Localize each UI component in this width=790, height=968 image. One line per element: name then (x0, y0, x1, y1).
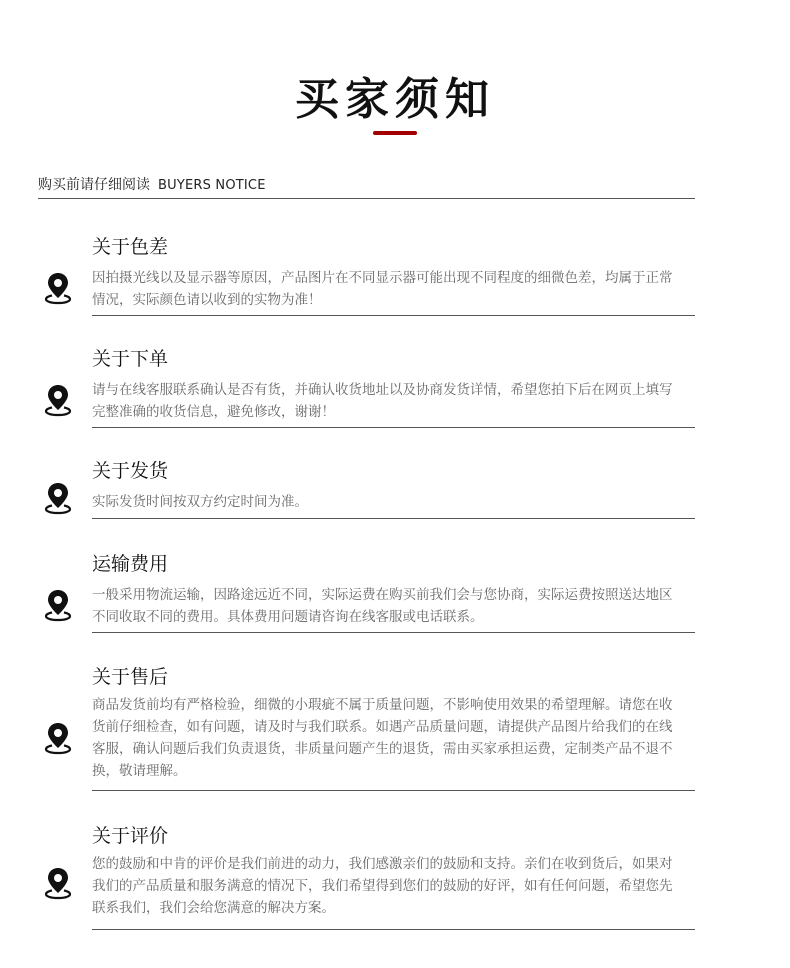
section-divider (92, 427, 695, 428)
page-title: 买家须知 (295, 74, 495, 125)
section-heading: 关于发货 (92, 460, 169, 482)
section-divider (92, 632, 695, 633)
section-heading: 运输费用 (92, 553, 169, 575)
location-pin-icon (44, 383, 72, 417)
section-heading: 关于色差 (92, 236, 169, 258)
subheader-en: BUYERS NOTICE (158, 178, 266, 193)
section-heading: 关于下单 (92, 348, 169, 370)
section-heading: 关于评价 (92, 825, 169, 847)
section-body: 商品发货前均有严格检验，细微的小瑕疵不属于质量问题，不影响使用效果的希望理解。请您在收货前仔细检查，如有问题，请及时与我们联系。如遇产品质量问题，请提供产品图片给我们的在线客服，确认问题后我们负责退货，非质量问题产生的退货，需由买家承担运费，定制类产品不退不换，敬请理解。 (92, 697, 673, 779)
section-body: 因拍摄光线以及显示器等原因，产品图片在不同显示器可能出现不同程度的细微色差，均属于正常情况，实际颜色请以收到的实物为准！ (92, 270, 673, 308)
location-pin-icon (44, 866, 72, 900)
section-divider (92, 929, 695, 930)
subheader-cn: 购买前请仔细阅读 (38, 177, 150, 193)
notice-subheader (38, 176, 695, 199)
section-body: 实际发货时间按双方约定时间为准。 (92, 494, 308, 510)
title-accent-bar (373, 131, 417, 135)
location-pin-icon (44, 271, 72, 305)
section-body: 请与在线客服联系确认是否有货，并确认收货地址以及协商发货详情，希望您拍下后在网页上填写完整准确的收货信息，避免修改，谢谢！ (92, 382, 673, 420)
section-divider (92, 315, 695, 316)
section-body: 您的鼓励和中肯的评价是我们前进的动力，我们感激亲们的鼓励和支持。亲们在收到货后，如果对我们的产品质量和服务满意的情况下，我们希望得到您们的鼓励的好评，如有任何问题，希望您先联系我们，我们会给您满意的解决方案。 (92, 856, 673, 916)
section-divider (92, 790, 695, 791)
section-divider (92, 518, 695, 519)
location-pin-icon (44, 588, 72, 622)
location-pin-icon (44, 721, 72, 755)
section-body: 一般采用物流运输，因路途远近不同，实际运费在购买前我们会与您协商，实际运费按照送达地区不同收取不同的费用。具体费用问题请咨询在线客服或电话联系。 (92, 587, 673, 625)
section-heading: 关于售后 (92, 666, 169, 688)
location-pin-icon (44, 481, 72, 515)
